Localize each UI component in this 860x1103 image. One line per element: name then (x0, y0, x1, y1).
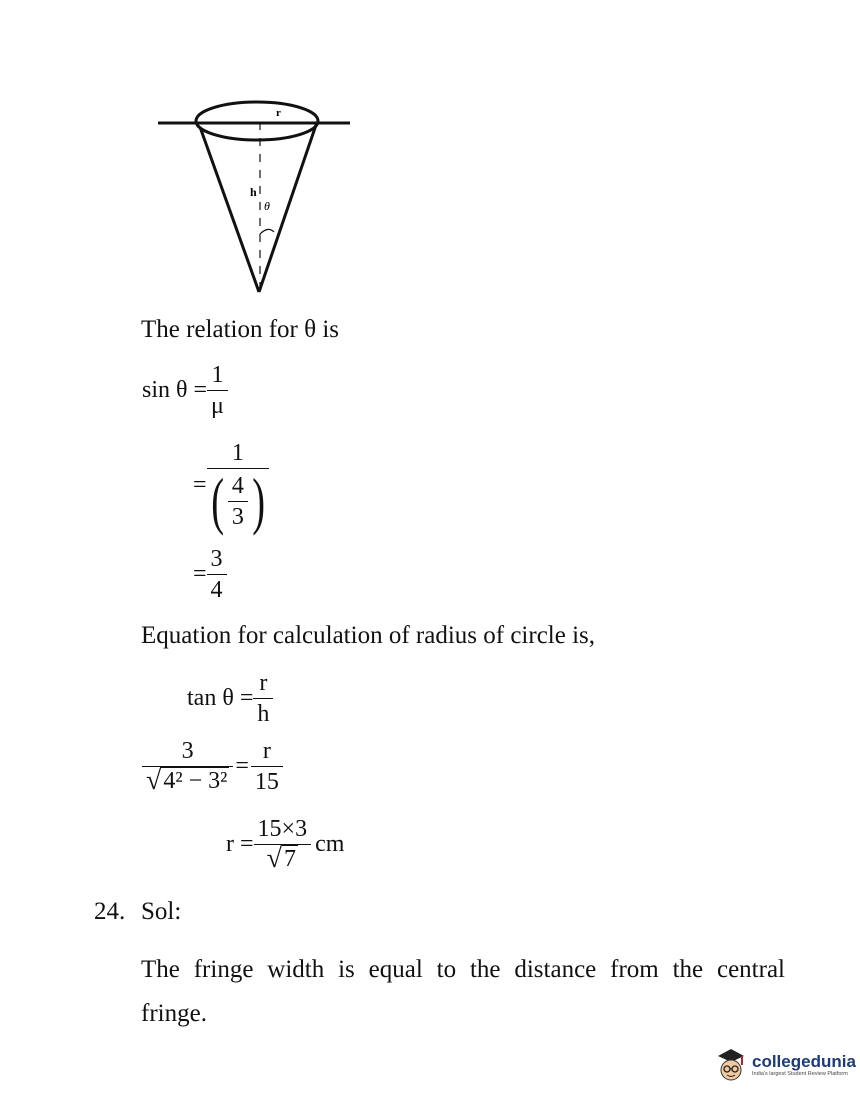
tan-equation (187, 668, 273, 729)
inner-denominator: 3 (231, 503, 244, 530)
step2-numerator: 1 (231, 440, 244, 466)
tan-lhs: tan θ = (187, 685, 254, 711)
fringe-text-line1: The fringe width is equal to the distance from the central (141, 956, 785, 983)
step2-denominator: ( $\frac{4}{3}$ ) (210, 465, 265, 536)
sin-numerator: 1 (211, 362, 224, 388)
sin-denominator: μ (211, 393, 224, 419)
angle-arc (260, 229, 274, 234)
sqrt-sign-7: √ 7 (266, 843, 296, 874)
ratio-equation (142, 736, 283, 797)
ratio-fraction (142, 736, 233, 797)
r-numerator: 15×3 (257, 816, 308, 842)
fringe-text-line2: fringe. (141, 1000, 207, 1027)
step3-denominator: 4 (210, 577, 223, 603)
logo-name: collegedunia (752, 1052, 856, 1071)
r-fraction (254, 814, 312, 875)
inner-numerator: 4 (231, 472, 244, 499)
step3-equals: = (193, 561, 207, 587)
step2-equation (193, 438, 269, 536)
question-label: Sol: (141, 898, 182, 925)
ratio-numerator: 3 (181, 738, 194, 764)
rhs-fraction (251, 736, 283, 797)
circle-top (196, 102, 318, 140)
collegedunia-logo (714, 1046, 856, 1084)
sin-equation (142, 360, 228, 421)
radius-result-equation (226, 814, 344, 875)
logo-tagline: India's largest Student Review Platform (752, 1071, 848, 1077)
height-label: h (250, 185, 257, 199)
r-unit: cm (315, 831, 345, 857)
radius-label: r (276, 107, 281, 119)
ratio-equals: = (235, 753, 249, 779)
step3-equation (193, 544, 227, 605)
inner-fraction (228, 471, 248, 532)
step3-numerator: 3 (210, 546, 223, 572)
relation-intro-text: The relation for θ is (141, 316, 340, 343)
ratio-radicand: 4² − 3² (163, 768, 228, 794)
radius-intro-text: Equation for calculation of radius of circle is, (141, 622, 596, 649)
tan-numerator: r (259, 670, 268, 696)
theta-label: θ (264, 199, 270, 213)
rhs-denominator: 15 (254, 769, 279, 795)
step3-fraction (207, 544, 227, 605)
sin-fraction (207, 360, 228, 421)
sin-lhs: sin θ = (142, 377, 208, 403)
question-number: 24. (94, 898, 126, 925)
ratio-denominator (142, 767, 233, 797)
step2-fraction (207, 438, 270, 536)
r-denominator (263, 845, 302, 875)
mascot-icon (714, 1046, 748, 1084)
step2-equals: = (193, 472, 207, 498)
cone-diagram (150, 92, 360, 302)
tan-fraction (253, 668, 273, 729)
sqrt-sign: √ 4² − 3² (146, 765, 228, 796)
r-radicand: 7 (283, 846, 296, 872)
r-lhs: r = (226, 831, 254, 857)
cone-left-edge (200, 127, 259, 292)
rhs-numerator: r (262, 738, 271, 764)
tan-denominator: h (257, 701, 270, 727)
